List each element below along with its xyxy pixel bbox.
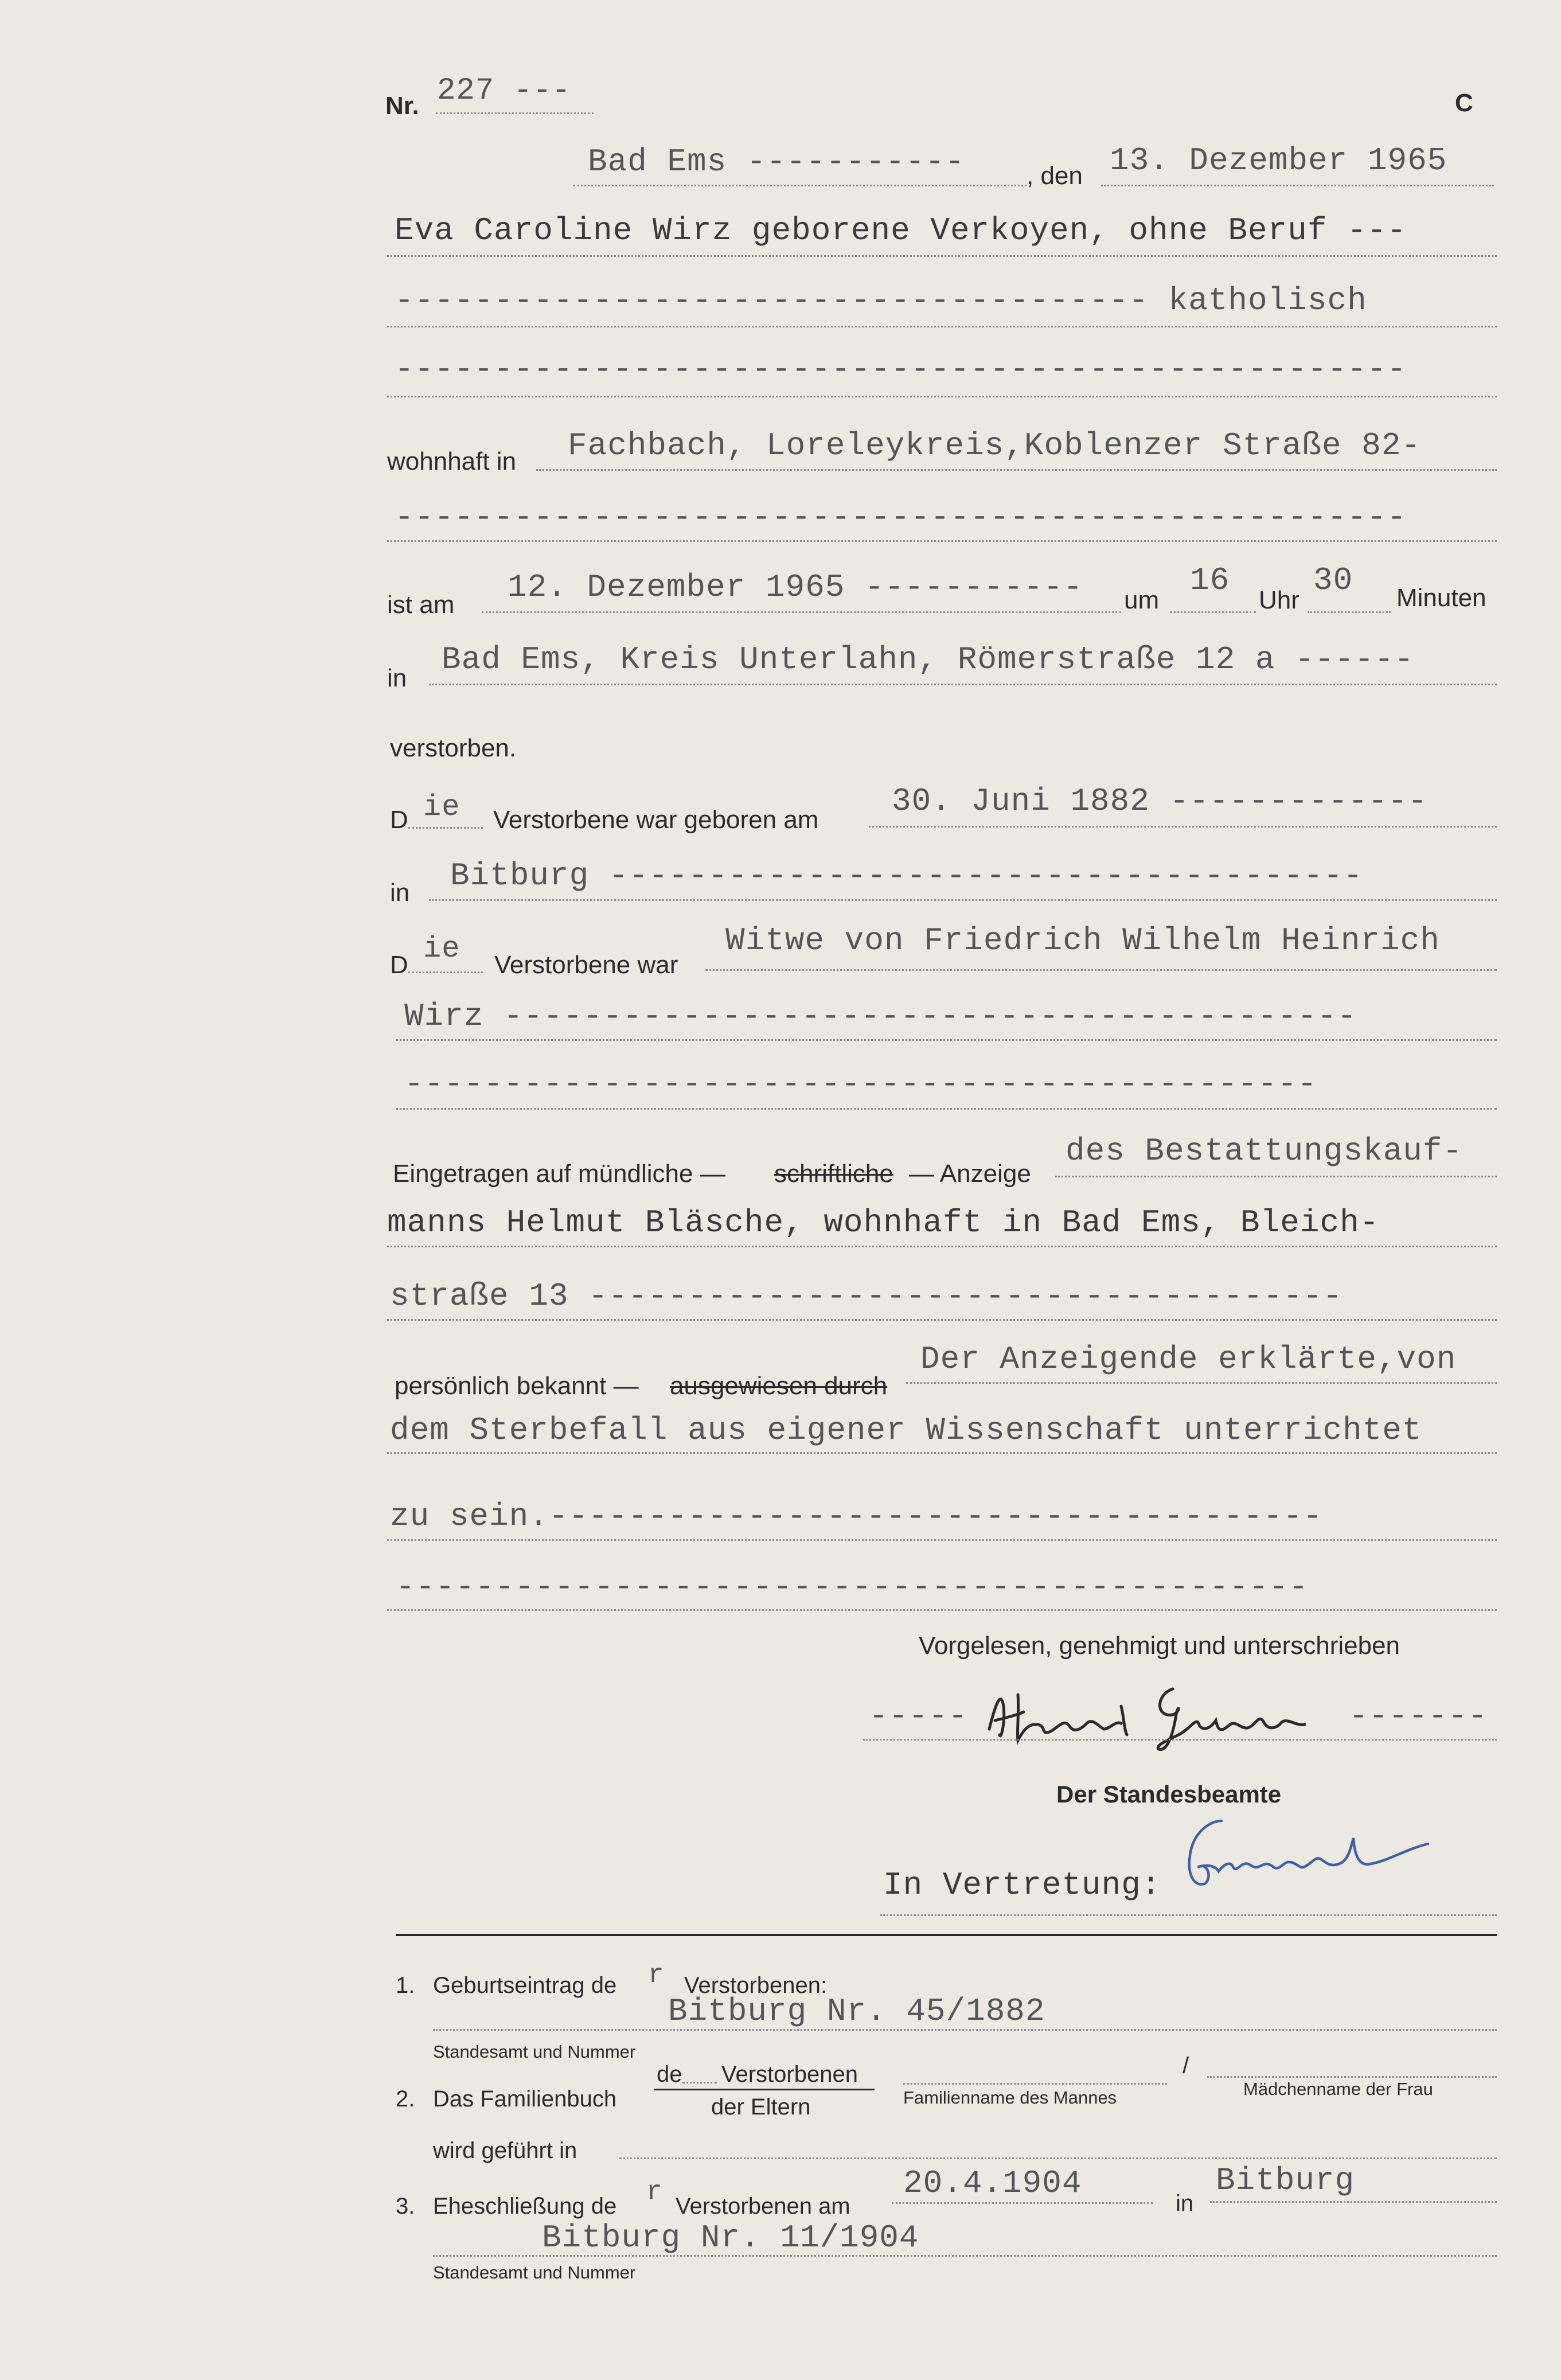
footnote-2-kept-dotline bbox=[619, 2157, 1497, 2159]
footnote-2-top-de: de bbox=[657, 2062, 682, 2087]
footnote-3-label: Eheschließung de bbox=[433, 2194, 617, 2219]
footnote-3-date-dotline bbox=[892, 2202, 1153, 2204]
birth-place-label: in bbox=[390, 879, 410, 907]
footnote-3-label-b: Verstorbenen am bbox=[676, 2194, 850, 2219]
footnote-2-maiden-dotline bbox=[1207, 2076, 1497, 2078]
nr-label: Nr. bbox=[385, 92, 419, 120]
footnote-3-place: Bitburg bbox=[1216, 2162, 1355, 2199]
form-letter: C bbox=[1455, 89, 1473, 117]
footnote-2-kept-label: wird geführt in bbox=[433, 2138, 577, 2163]
identity-dotline-1 bbox=[906, 1382, 1497, 1384]
registrar-signature-text: Grunder bbox=[1359, 1892, 1363, 1893]
residence-label: wohnhaft in bbox=[387, 447, 517, 475]
status-dotline-2 bbox=[396, 1039, 1497, 1041]
birth-date: 30. Juni 1882 ------------- bbox=[892, 783, 1428, 820]
registration-date: 13. Dezember 1965 bbox=[1110, 142, 1447, 179]
death-hour: 16 bbox=[1190, 562, 1230, 599]
minutes-dotline bbox=[1308, 611, 1391, 613]
minuten-label: Minuten bbox=[1396, 584, 1486, 612]
identity-line-2: dem Sterbefall aus eigener Wissenschaft unterrichtet bbox=[390, 1412, 1422, 1449]
footnote-3-value: Bitburg Nr. 11/1904 bbox=[542, 2219, 919, 2256]
status-d-label: D bbox=[390, 951, 408, 979]
footnote-2-de-dotline bbox=[682, 2082, 717, 2084]
uhr-label: Uhr bbox=[1259, 586, 1299, 614]
birth-d-label: D bbox=[390, 806, 408, 834]
footnote-3-fill: r bbox=[646, 2177, 663, 2207]
birth-place: Bitburg -------------------------------------- bbox=[450, 857, 1363, 894]
footnote-2-top: Verstorbenen bbox=[721, 2062, 858, 2087]
birth-date-dotline bbox=[869, 826, 1497, 828]
footnote-2-name-dotline bbox=[903, 2083, 1167, 2085]
deputy-dotline bbox=[880, 1914, 1497, 1916]
footnote-3-place-dotline bbox=[1210, 2201, 1497, 2203]
name-dotline bbox=[387, 255, 1497, 257]
registration-dotline-3 bbox=[387, 1319, 1497, 1321]
signature-dashes-right: ------- bbox=[1349, 1698, 1488, 1734]
registrar-title: Der Standesbeamte bbox=[1056, 1781, 1282, 1808]
footnote-3-in: in bbox=[1176, 2191, 1194, 2216]
identity-dotline-2 bbox=[387, 1452, 1497, 1454]
residence-dotline bbox=[536, 469, 1497, 471]
identity-line-1: Der Anzeigende erklärte,von bbox=[920, 1341, 1457, 1378]
death-place-dotline bbox=[429, 684, 1497, 685]
registrar-signature bbox=[1176, 1809, 1543, 1895]
registration-place: Bad Ems ----------- bbox=[588, 143, 965, 180]
footnote-1-dotline bbox=[433, 2029, 1497, 2031]
identity-line-4: ---------------------------------------------- bbox=[396, 1569, 1309, 1605]
status-line-1: Witwe von Friedrich Wilhelm Heinrich bbox=[725, 922, 1440, 959]
death-date: 12. Dezember 1965 ----------- bbox=[508, 569, 1083, 606]
death-minutes: 30 bbox=[1313, 562, 1353, 599]
footnote-2-slash: / bbox=[1183, 2053, 1189, 2078]
identity-struck-option: ausgewiesen durch bbox=[670, 1372, 888, 1400]
filler-dotline-2 bbox=[387, 540, 1497, 542]
death-place-label: in bbox=[387, 664, 407, 692]
footnote-2-caption-left: Familienname des Mannes bbox=[903, 2088, 1117, 2108]
death-date-label: ist am bbox=[387, 591, 455, 619]
footer-separator bbox=[396, 1934, 1497, 1936]
birth-d-dotline bbox=[408, 827, 483, 829]
status-d-dotline bbox=[408, 971, 483, 973]
footnote-2-fraction-line bbox=[654, 2089, 875, 2090]
filler-dash-line-1: --------------------------------------------------- bbox=[395, 351, 1407, 388]
um-label: um bbox=[1124, 586, 1160, 614]
footnote-3-number: 3. bbox=[396, 2194, 415, 2219]
informant-signature-text: Helmut Bläsche bbox=[1167, 1754, 1174, 1755]
birth-d-fill: ie bbox=[423, 790, 461, 824]
nr-value: 227 --- bbox=[437, 73, 571, 108]
deputy-label: In Vertretung: bbox=[883, 1867, 1161, 1903]
footnote-3-value-dotline bbox=[433, 2255, 1497, 2257]
verstorben-label: verstorben. bbox=[390, 734, 517, 762]
place-dotline bbox=[573, 185, 1027, 186]
identity-label: persönlich bekannt — bbox=[395, 1372, 639, 1400]
filler-dotline-1 bbox=[387, 396, 1497, 397]
nr-dotline bbox=[436, 112, 594, 114]
birth-label: Verstorbene war geboren am bbox=[493, 806, 819, 834]
footnote-3-date: 20.4.1904 bbox=[903, 2165, 1082, 2202]
registration-line-1: des Bestattungskauf- bbox=[1066, 1133, 1463, 1169]
registration-label-b: — Anzeige bbox=[909, 1160, 1031, 1188]
birth-place-dotline bbox=[429, 899, 1497, 901]
identity-dotline-4 bbox=[387, 1609, 1497, 1611]
footnote-1-value: Bitburg Nr. 45/1882 bbox=[668, 1993, 1045, 2030]
residence-value: Fachbach, Loreleykreis,Koblenzer Straße 82- bbox=[568, 427, 1422, 464]
date-dotline bbox=[1101, 185, 1494, 186]
footnote-1-label: Geburtseintrag de bbox=[433, 1973, 617, 1998]
death-place: Bad Ems, Kreis Unterlahn, Römerstraße 12 a ------ bbox=[442, 641, 1414, 678]
registration-dotline-2 bbox=[387, 1246, 1497, 1247]
footnote-1-fill: r bbox=[648, 1960, 665, 1990]
religion-dotline bbox=[387, 326, 1497, 327]
registration-line-2: manns Helmut Bläsche, wohnhaft in Bad Ems, Bleich- bbox=[387, 1204, 1380, 1241]
status-dotline-1 bbox=[705, 969, 1497, 971]
religion-line: -------------------------------------- katholisch bbox=[395, 282, 1367, 319]
death-date-dotline bbox=[482, 611, 1121, 613]
hour-dotline bbox=[1170, 611, 1256, 613]
footnote-2-bottom: der Eltern bbox=[711, 2094, 811, 2120]
signature-dotline bbox=[863, 1739, 1497, 1741]
footnote-2-caption-right: Mädchenname der Frau bbox=[1243, 2079, 1433, 2099]
registration-struck-option: schriftliche bbox=[774, 1160, 893, 1188]
read-approved-text: Vorgelesen, genehmigt und unterschrieben bbox=[919, 1632, 1400, 1660]
registration-line-3: straße 13 -------------------------------------- bbox=[390, 1278, 1343, 1314]
footnote-2-number: 2. bbox=[396, 2086, 415, 2112]
registration-dotline-1 bbox=[1055, 1176, 1497, 1177]
status-line-3: ---------------------------------------------- bbox=[404, 1066, 1317, 1102]
status-label: Verstorbene war bbox=[494, 951, 678, 979]
filler-dash-line-2: --------------------------------------------------- bbox=[395, 499, 1407, 536]
status-d-fill: ie bbox=[423, 932, 461, 966]
footnote-3-caption: Standesamt und Nummer bbox=[433, 2262, 636, 2283]
footnote-1-caption: Standesamt und Nummer bbox=[433, 2042, 636, 2062]
footnote-1-number: 1. bbox=[396, 1973, 415, 1998]
status-line-2: Wirz ------------------------------------------- bbox=[404, 998, 1357, 1035]
signature-dashes-left: ----- bbox=[869, 1698, 969, 1734]
informant-signature bbox=[984, 1672, 1351, 1758]
identity-line-3: zu sein.--------------------------------------- bbox=[390, 1498, 1323, 1535]
status-dotline-3 bbox=[396, 1108, 1497, 1110]
footnote-2-label: Das Familienbuch bbox=[433, 2086, 617, 2112]
footnote-1-label-b: Verstorbenen: bbox=[684, 1973, 828, 1998]
registration-label-a: Eingetragen auf mündliche — bbox=[393, 1160, 725, 1188]
den-label: , den bbox=[1027, 162, 1083, 190]
identity-dotline-3 bbox=[387, 1539, 1497, 1541]
deceased-name: Eva Caroline Wirz geborene Verkoyen, ohne Beruf --- bbox=[395, 212, 1407, 249]
